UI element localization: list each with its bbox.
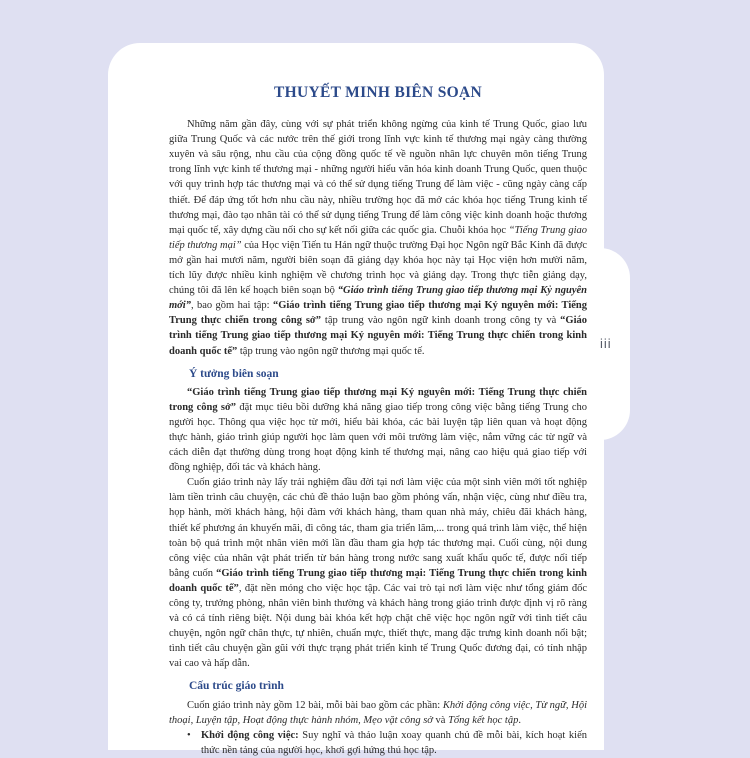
- intro-book-title-2: “Giáo trình tiếng Trung giao tiếp thương mại Kỷ nguyên mới: Tiếng Trung thực chiến trong kinh doanh quốc tế”: [169, 315, 587, 357]
- idea-text-1: đặt mục tiêu bồi dưỡng khả năng giao tiếp trong công việc bằng tiếng Trung cho người học. Thông qua việc học từ mới, hiểu bài khóa, các bài luyện tập liên quan và hoạt động thực hành, giáo trình giúp người học làm quen với môi trường làm việc, nắm vững các từ ngữ và cách diễn đạt thường dùng trong hoạt động kinh tế thương mại, nâng cao hiệu quả giao tiếp với đồng nghiệp, đối tác và khách hàng.: [169, 401, 587, 474]
- intro-text-5: tập trung vào ngôn ngữ thương mại quốc tế.: [237, 345, 425, 357]
- structure-bullet-list: [169, 728, 587, 758]
- intro-paragraph: [169, 117, 587, 359]
- idea-book-title: “Giáo trình tiếng Trung giao tiếp thương mại Kỷ nguyên mới: Tiếng Trung thực chiến trong công sở”: [169, 386, 587, 413]
- structure-text-1: Cuốn giáo trình này gồm 12 bài, mỗi bài bao gồm các phần:: [187, 699, 443, 711]
- idea-paragraph-2: [169, 475, 587, 671]
- page-number: iii: [600, 336, 612, 351]
- intro-text-3: , bao gồm hai tập:: [190, 300, 273, 312]
- intro-emphasis-1: “Tiếng Trung giao tiếp thương mại”: [169, 224, 587, 251]
- list-item: [187, 728, 587, 758]
- idea-paragraph-1: [169, 385, 587, 476]
- intro-text-4: tập trung vào ngôn ngữ kinh doanh trong công ty và: [321, 315, 561, 327]
- intro-text-2: của Học viện Tiến tu Hán ngữ thuộc trường Đại học Ngôn ngữ Bắc Kinh đã được mở gần hai mươi năm, người biên soạn đã giảng dạy khóa học này tại Học viện hơn mười năm, tích lũy được nhiều kinh nghiệm về chương trình học và giảng dạy. Trong thực tiễn giảng dạy, chúng tôi đã lên kế hoạch biên soạn bộ: [169, 239, 587, 297]
- structure-text-2: và: [432, 714, 449, 726]
- structure-summary-label: Tổng kết học tập: [448, 714, 519, 726]
- structure-paragraph: [169, 698, 587, 728]
- bullet-marker: •: [187, 729, 191, 741]
- document-title: THUYẾT MINH BIÊN SOẠN: [274, 84, 482, 101]
- structure-sections-list: Khởi động công việc, Từ ngữ, Hội thoại, Luyện tập, Hoạt động thực hành nhóm, Mẹo vặt công sở: [169, 699, 587, 726]
- intro-text-1: Những năm gần đây, cùng với sự phát triển không ngừng của kinh tế Trung Quốc, giao lưu giữa Trung Quốc và các nước trên thế giới trong lĩnh vực kinh tế thương mại ngày càng thường xuyên và sâu rộng, nhu cầu của cộng đồng quốc tế về nguồn nhân lực chuyên môn tiếng Trung trong lĩnh vực kinh tế thương mại - những người hiểu văn hóa kinh doanh Trung Quốc, quen thuộc với quy trình hợp tác thương mại và có thể sử dụng tiếng Trung để làm việc - cũng ngày càng cấp thiết. Để đáp ứng tốt hơn nhu cầu này, nhiều trường học đã mở các khóa học tiếng Trung kinh tế thương mại, đào tạo nhân tài có thể sử dụng tiếng Trung để làm công việc kinh doanh hoặc thương mại quốc tế, xây dựng cầu nối cho sự kết nối giữa các quốc gia. Chuỗi khóa học: [169, 119, 587, 236]
- document-content: [169, 85, 587, 758]
- idea-text-3: , đặt nền móng cho việc học tập. Các vai trò tại nơi làm việc như tổng giám đốc công ty, trưởng phòng, nhân viên bình thường và khách hàng trong giáo trình được định vị rõ ràng và có cá tính riêng biệt. Nội dung bài khóa kết hợp chặt chẽ việc học ngôn ngữ với tình tiết câu chuyện, ngôn ngữ chân thực, tự nhiên, chuẩn mực, thiết thực, mang đặc trưng kinh doanh nổi bật; tình tiết câu chuyện gần gũi với thực trạng phát triển kinh tế Trung Quốc đương đại, có tính nhập vai cao và hấp dẫn.: [169, 582, 587, 670]
- idea-book-title-2: “Giáo trình tiếng Trung giao tiếp thương mại: Tiếng Trung thực chiến trong kinh doanh quốc tế”: [169, 567, 587, 594]
- idea-text-2: Cuốn giáo trình này lấy trải nghiệm đầu đời tại nơi làm việc của một sinh viên mới tốt nghiệp làm tiền trình câu chuyện, các chủ đề thảo luận bao gồm phỏng vấn, nhận việc, cùng như điều tra, họp hành, mời khách hàng, hội đàm với khách hàng, tham quan nhà máy, chiêu đãi khách hàng, thiết kế phương án khuyến mãi, đi công tác, tham gia triển lãm,... trong quá trình làm việc, thể hiện toàn bộ quá trình một nhân viên mới lần đầu tham gia hợp tác thương mại. Cuối cùng, nội dung công việc của nhân vật phát triển từ bán hàng trong nước sang xuất khẩu quốc tế, được nối tiếp bằng cuốn: [169, 477, 587, 579]
- bullet-label: Khởi động công việc:: [201, 729, 299, 741]
- bullet-text: Suy nghĩ và thảo luận xoay quanh chủ đề mỗi bài, kích hoạt kiến thức nền tảng của người học, khơi gợi hứng thú học tập.: [201, 729, 588, 756]
- section-heading-idea: Ý tưởng biên soạn: [189, 367, 279, 380]
- intro-emphasis-2: “Giáo trình tiếng Trung giao tiếp thương mại Kỷ nguyên mới”: [169, 285, 587, 312]
- section-heading-structure: Cấu trúc giáo trình: [189, 680, 284, 693]
- structure-text-3: .: [518, 714, 521, 726]
- intro-book-title-1: “Giáo trình tiếng Trung giao tiếp thương mại Kỷ nguyên mới: Tiếng Trung thực chiến trong công sở”: [169, 300, 587, 327]
